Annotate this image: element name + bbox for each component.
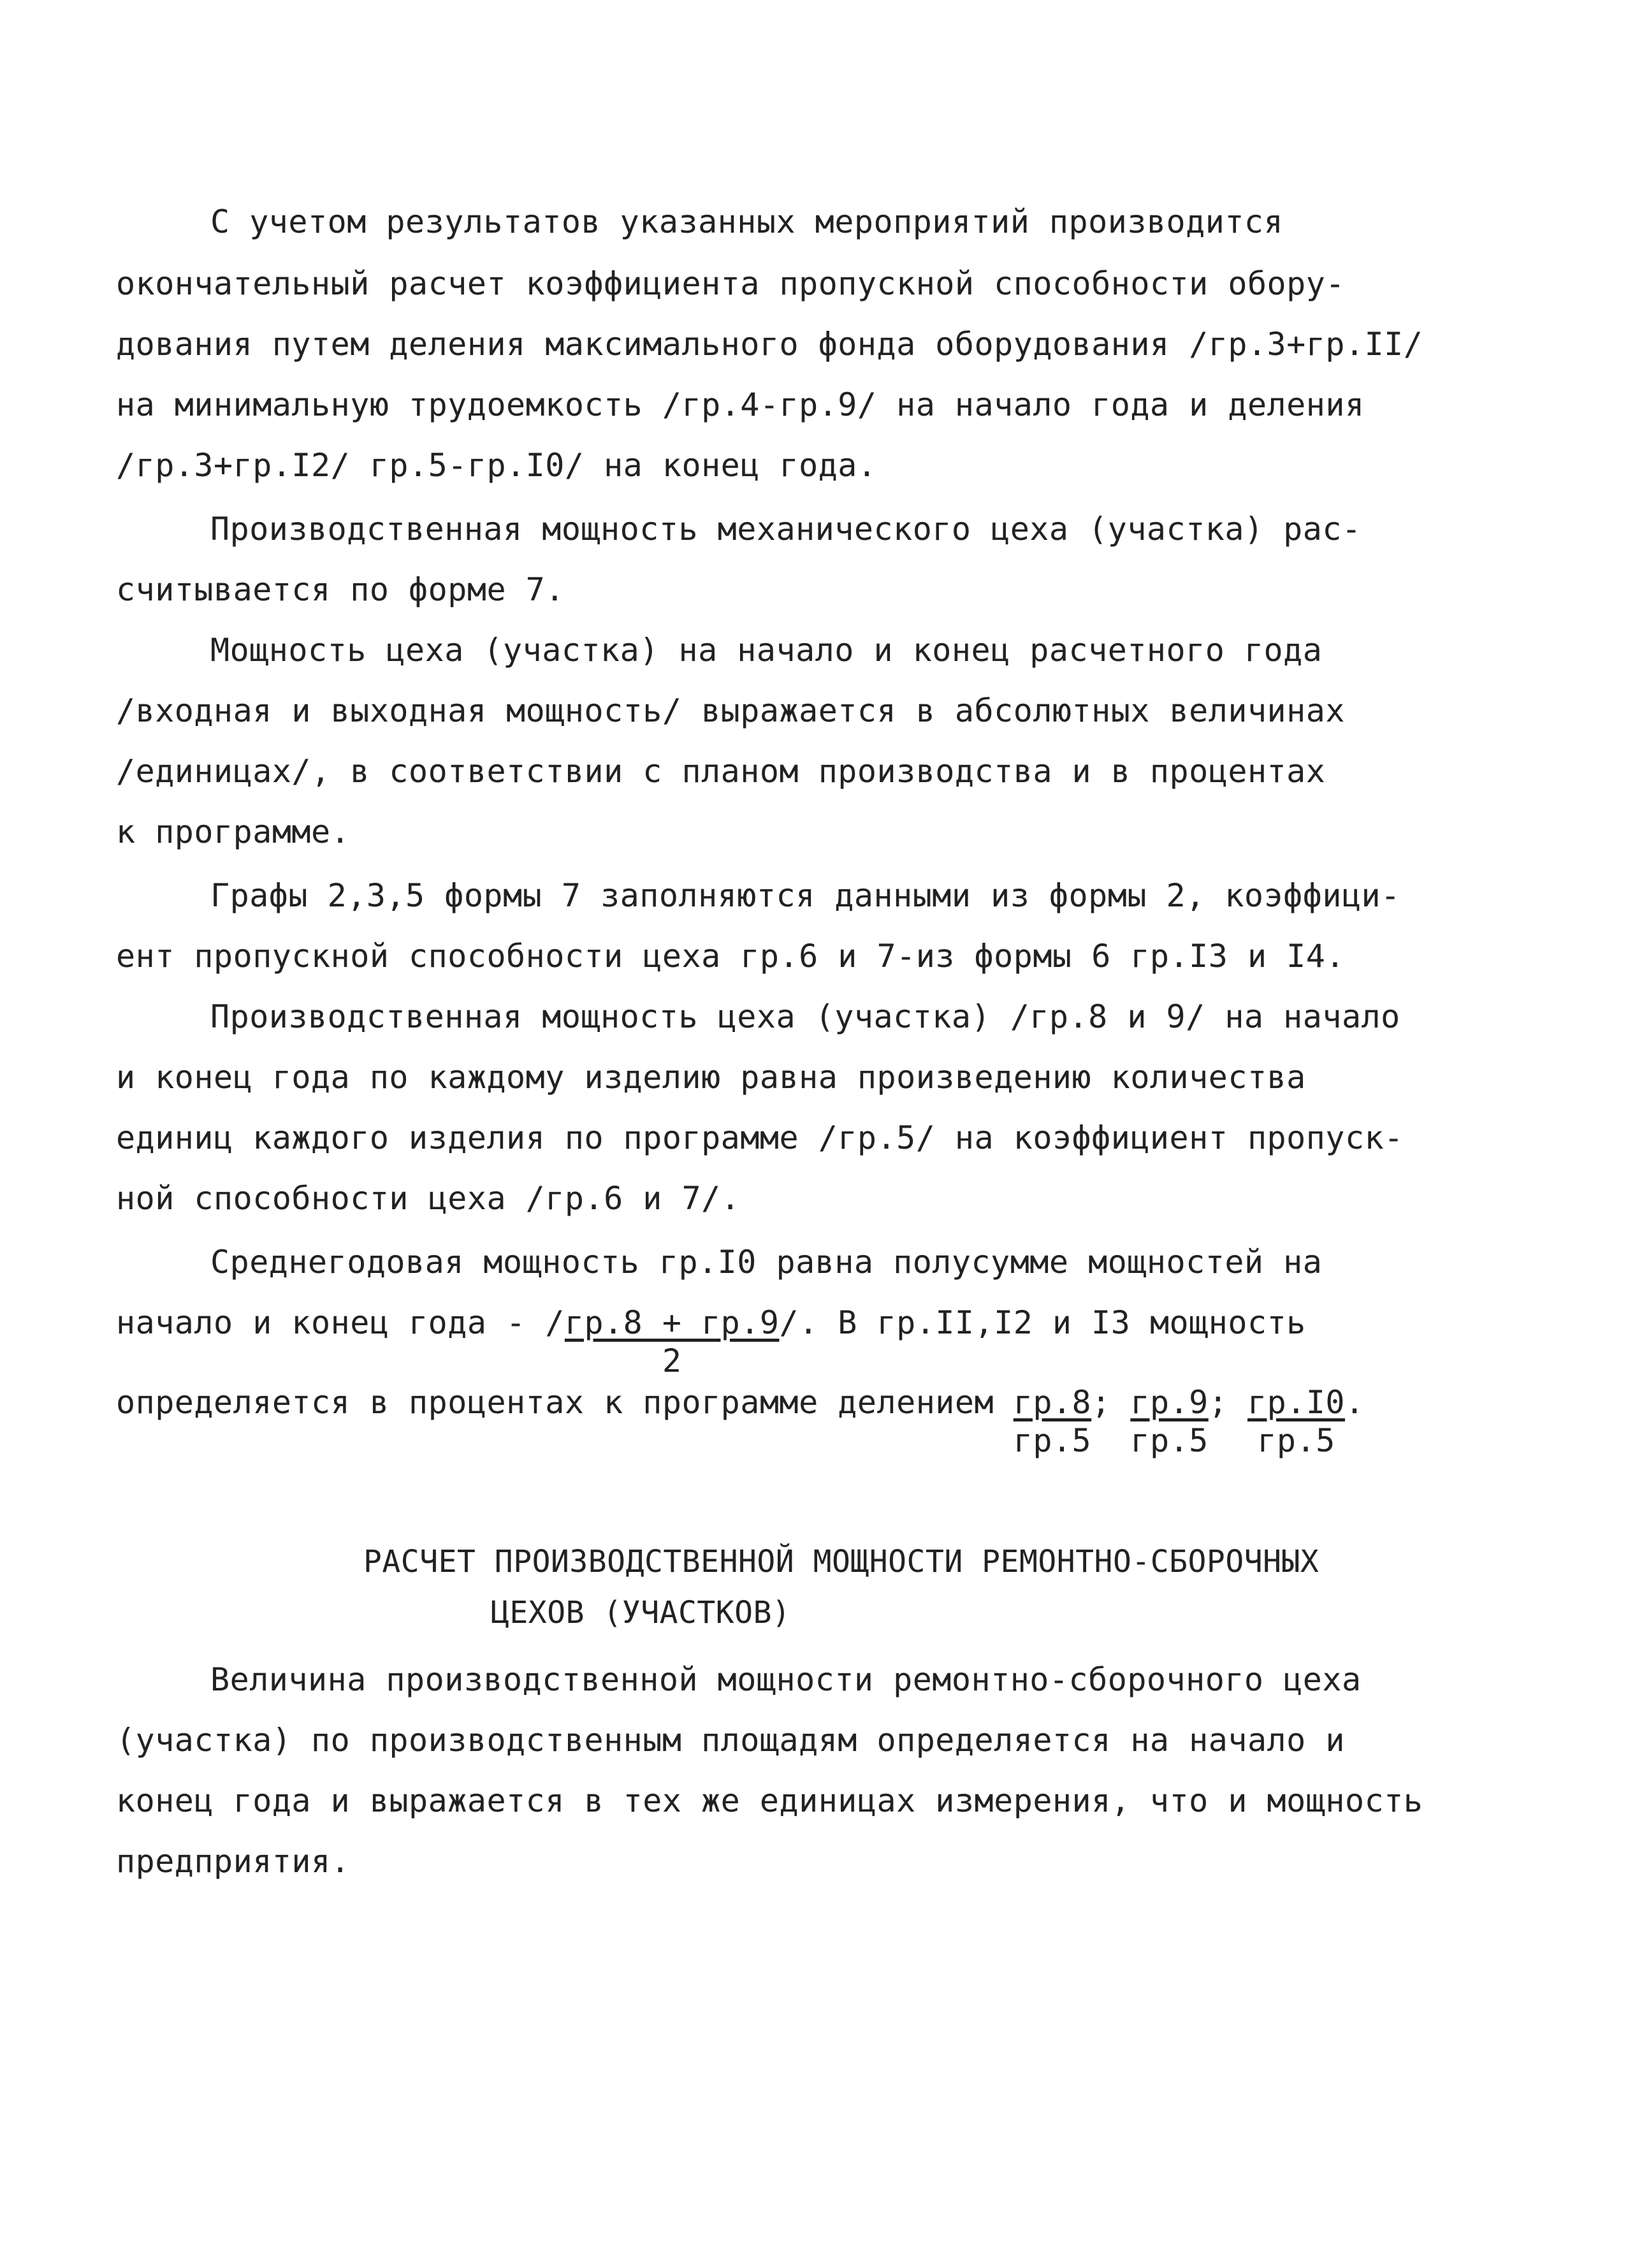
paragraph-5-line-3: единиц каждого изделия по программе /гр.5/ на коэффициент пропуск- (116, 1119, 1404, 1156)
paragraph-3-line-1: Мощность цеха (участка) на начало и конец расчетного года (210, 632, 1323, 669)
percent-fraction-2 (1130, 1383, 1208, 1460)
fraction-denominator: 2 (662, 1342, 682, 1379)
paragraph-6-line-1: Среднегодовая мощность гр.I0 равна полусумме мощностей на (210, 1244, 1323, 1281)
paragraph-1-line-1: С учетом результатов указанных мероприятий производится (210, 203, 1284, 240)
paragraph-7-line-2: (участка) по производственным площадям определяется на начало и (116, 1722, 1345, 1759)
paragraph-5-line-4: ной способности цеха /гр.6 и 7/. (116, 1180, 741, 1217)
paragraph-2-line-1: Производственная мощность механического цеха (участка) рас- (210, 511, 1362, 548)
fraction-numerator: гр.9 (1130, 1384, 1209, 1421)
section-heading-line-1: РАСЧЕТ ПРОИЗВОДСТВЕННОЙ МОЩНОСТИ РЕМОНТНО-СБОРОЧНЫХ (363, 1544, 1319, 1580)
paragraph-7-line-4: предприятия. (116, 1843, 351, 1880)
paragraph-7-line-1: Величина производственной мощности ремонтно-сборочного цеха (210, 1661, 1362, 1698)
paragraph-5-line-2: и конец года по каждому изделию равна произведению количества (116, 1059, 1306, 1096)
fraction-denominator: гр.5 (1130, 1422, 1209, 1459)
paragraph-1-line-2: окончательный расчет коэффициента пропускной способности обору- (116, 265, 1345, 302)
paragraph-3-line-2: /входная и выходная мощность/ выражается в абсолютных величинах (116, 692, 1345, 729)
fraction-separator: ; (1208, 1384, 1228, 1421)
paragraph-7-line-3: конец года и выражается в тех же единицах измерения, что и мощность (116, 1782, 1423, 1819)
paragraph-1-line-5: /гр.3+гр.I2/ гр.5-гр.I0/ на конец года. (116, 447, 877, 484)
paragraph-6-line-2 (116, 1304, 1306, 1380)
fraction-numerator: гр.8 + гр.9 (564, 1304, 780, 1341)
percent-fraction-1 (1014, 1383, 1091, 1460)
paragraph-1-line-4: на минимальную трудоемкость /гр.4-гр.9/ на начало года и деления (116, 386, 1365, 423)
fraction-separator: . (1345, 1384, 1365, 1421)
half-sum-fraction (565, 1304, 780, 1380)
paragraph-6-line-3 (116, 1383, 1365, 1460)
paragraph-4-line-2: ент пропускной способности цеха гр.6 и 7-из формы 6 гр.I3 и I4. (116, 938, 1345, 975)
paragraph-1-line-3: дования путем деления максимального фонда оборудования /гр.3+гр.II/ (116, 326, 1423, 363)
paragraph-6-line-2-text: начало и конец года - / (116, 1304, 565, 1341)
fraction-numerator: гр.8 (1013, 1384, 1092, 1421)
paragraph-4-line-1: Графы 2,3,5 формы 7 заполняются данными из формы 2, коэффици- (210, 877, 1400, 914)
paragraph-5-line-1: Производственная мощность цеха (участка) /гр.8 и 9/ на начало (210, 998, 1400, 1035)
paragraph-2-line-2: считывается по форме 7. (116, 571, 565, 608)
paragraph-6-line-3-text: определяется в процентах к программе делением (116, 1384, 994, 1421)
paragraph-6-line-2-tail: /. В гр.II,I2 и I3 мощность (779, 1304, 1306, 1341)
fraction-separator: ; (1091, 1384, 1111, 1421)
paragraph-3-line-4: к программе. (116, 813, 351, 850)
section-heading-line-2: ЦЕХОВ (УЧАСТКОВ) (491, 1595, 791, 1631)
percent-fraction-3 (1247, 1383, 1345, 1460)
fraction-denominator: гр.5 (1257, 1422, 1335, 1459)
fraction-numerator: гр.I0 (1247, 1384, 1346, 1421)
paragraph-3-line-3: /единицах/, в соответствии с планом производства и в процентах (116, 753, 1326, 790)
fraction-denominator: гр.5 (1013, 1422, 1092, 1459)
